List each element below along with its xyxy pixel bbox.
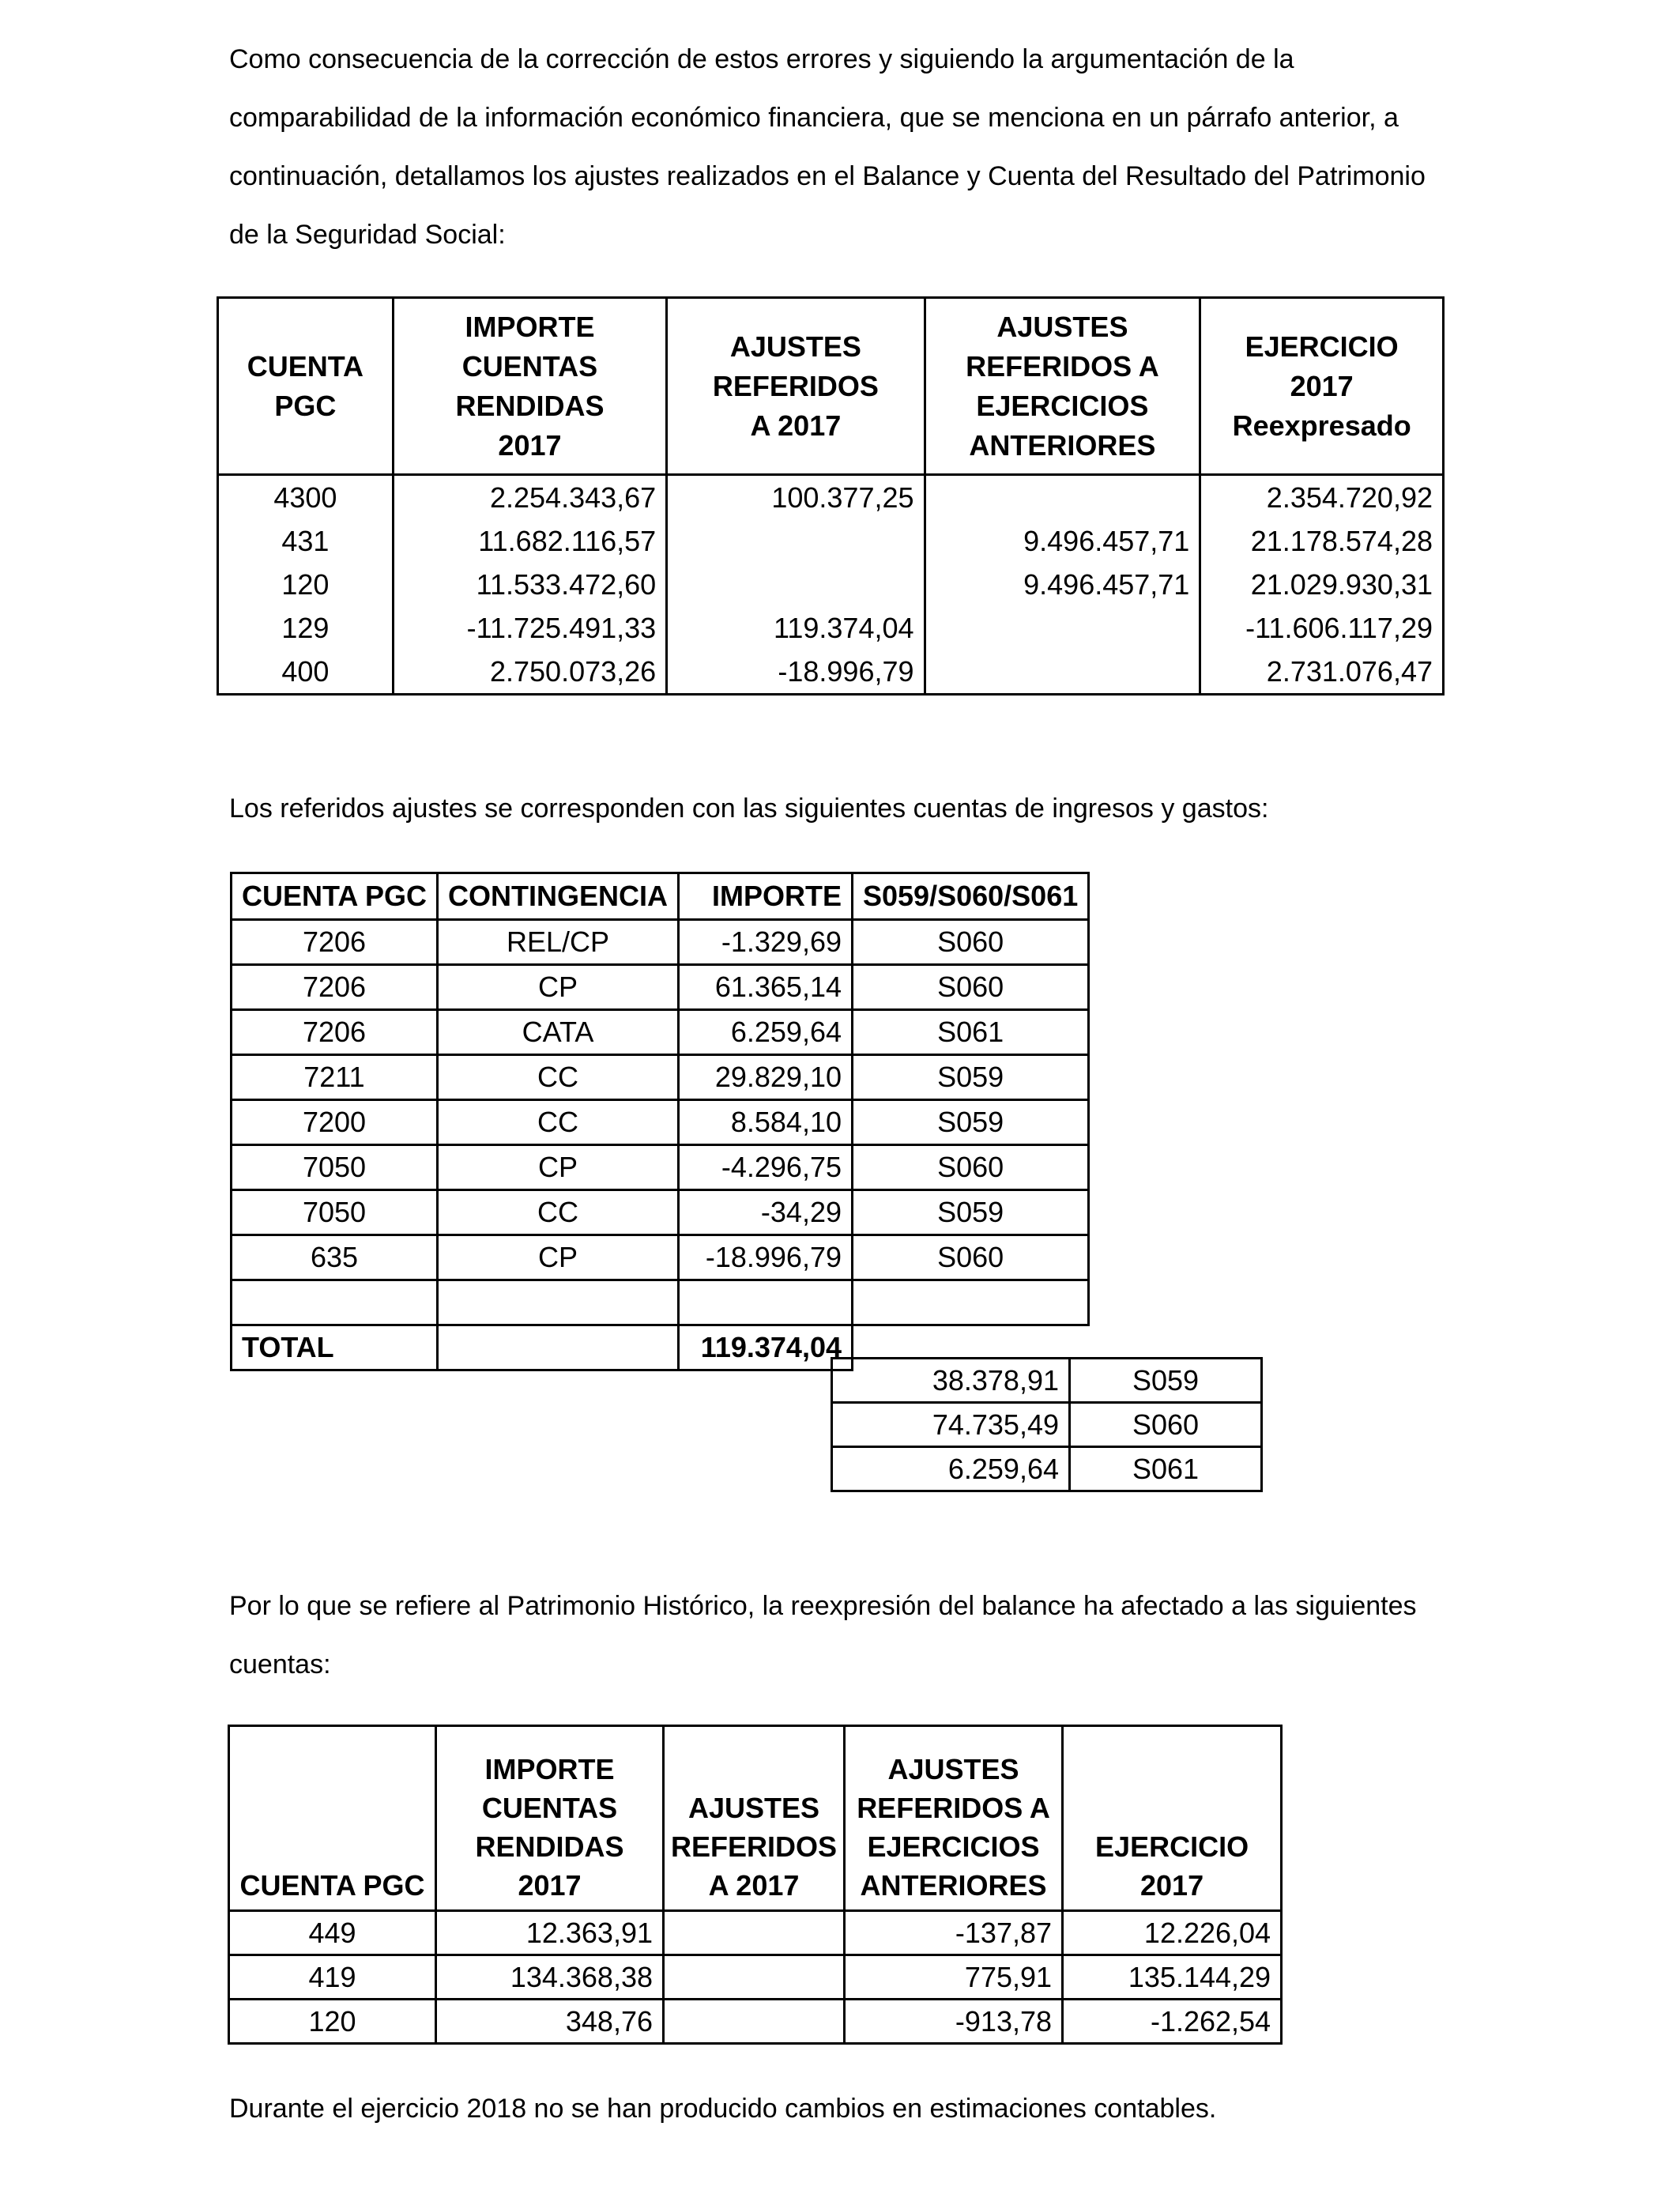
cell-importe: 8.584,10 xyxy=(679,1100,853,1145)
cell-codigo: S061 xyxy=(853,1010,1089,1055)
table-row-empty xyxy=(232,1280,1089,1325)
cell-importe: -18.996,79 xyxy=(679,1235,853,1280)
cell-contingencia: CATA xyxy=(438,1010,679,1055)
total-value: 119.374,04 xyxy=(679,1325,853,1370)
cell-ajuste-anteriores: 775,91 xyxy=(845,1955,1063,2000)
cell-importe: -4.296,75 xyxy=(679,1145,853,1190)
cell-importe: 2.750.073,26 xyxy=(393,650,666,695)
table-row xyxy=(232,1055,1089,1100)
header-ejercicio-reexpresado: EJERCICIO 2017 Reexpresado xyxy=(1200,298,1444,475)
cell-codigo: S060 xyxy=(853,1145,1089,1190)
cell-importe: -34,29 xyxy=(679,1190,853,1235)
table-row xyxy=(218,606,1444,650)
cell-ajuste-anteriores: -137,87 xyxy=(845,1911,1063,1955)
cell-importe: 348,76 xyxy=(436,2000,664,2044)
cell-importe: 74.735,49 xyxy=(832,1403,1070,1447)
adjustments-table xyxy=(217,296,1445,696)
cell-reexpresado: 21.029.930,31 xyxy=(1200,563,1444,606)
cell-cuenta: 400 xyxy=(218,650,394,695)
cell-importe: 29.829,10 xyxy=(679,1055,853,1100)
cell-ajuste-2017: -18.996,79 xyxy=(667,650,925,695)
cell-cuenta: 129 xyxy=(218,606,394,650)
table-row xyxy=(832,1447,1262,1491)
cell-codigo: S060 xyxy=(1070,1403,1262,1447)
cell-ajuste-2017 xyxy=(664,2000,845,2044)
cell-codigo: S061 xyxy=(1070,1447,1262,1491)
cell-importe: 11.682.116,57 xyxy=(393,519,666,563)
header-ajustes-2017: AJUSTES REFERIDOS A 2017 xyxy=(664,1726,845,1911)
cell-cuenta: 120 xyxy=(218,563,394,606)
cell-contingencia: CP xyxy=(438,965,679,1010)
cell-importe: 11.533.472,60 xyxy=(393,563,666,606)
estimaciones-paragraph: Durante el ejercicio 2018 no se han producido cambios en estimaciones contables. xyxy=(229,2094,1217,2124)
cell-cuenta: 120 xyxy=(229,2000,436,2044)
cell-empty xyxy=(438,1280,679,1325)
header-ajustes-2017: AJUSTES REFERIDOS A 2017 xyxy=(667,298,925,475)
cell-ajuste-2017 xyxy=(664,1955,845,2000)
cell-ajuste-anteriores xyxy=(925,650,1200,695)
cell-codigo: S059 xyxy=(853,1055,1089,1100)
cell-ajuste-anteriores xyxy=(925,475,1200,520)
header-cuenta-pgc: CUENTA PGC xyxy=(232,873,438,920)
cell-codigo: S060 xyxy=(853,1235,1089,1280)
total-label: TOTAL xyxy=(232,1325,438,1370)
cell-ejercicio: -1.262,54 xyxy=(1063,2000,1282,2044)
cell-cuenta: 7206 xyxy=(232,920,438,965)
header-importe-rendidas: IMPORTE CUENTAS RENDIDAS 2017 xyxy=(436,1726,664,1911)
ingresos-gastos-paragraph: Los referidos ajustes se corresponden con las siguientes cuentas de ingresos y gastos: xyxy=(229,794,1269,824)
cell-contingencia: CP xyxy=(438,1145,679,1190)
cell-contingencia: CC xyxy=(438,1100,679,1145)
table-row xyxy=(232,1145,1089,1190)
table-row xyxy=(232,1235,1089,1280)
table-row xyxy=(229,2000,1282,2044)
patrimonio-paragraph: Por lo que se refiere al Patrimonio Histórico, la reexpresión del balance ha afectado a las siguientes cuentas: xyxy=(229,1591,1417,1679)
cell-contingencia: REL/CP xyxy=(438,920,679,965)
cell-codigo: S060 xyxy=(853,920,1089,965)
cell-empty xyxy=(679,1280,853,1325)
cell-importe: -1.329,69 xyxy=(679,920,853,965)
ingresos-gastos-table xyxy=(230,872,1090,1371)
cell-codigo: S060 xyxy=(853,965,1089,1010)
table-row xyxy=(832,1403,1262,1447)
cell-ajuste-anteriores xyxy=(925,606,1200,650)
cell-reexpresado: -11.606.117,29 xyxy=(1200,606,1444,650)
table-row xyxy=(232,965,1089,1010)
cell-cuenta: 7211 xyxy=(232,1055,438,1100)
cell-importe: 61.365,14 xyxy=(679,965,853,1010)
table-row xyxy=(232,920,1089,965)
cell-importe: -11.725.491,33 xyxy=(393,606,666,650)
cell-reexpresado: 21.178.574,28 xyxy=(1200,519,1444,563)
table-row xyxy=(218,650,1444,695)
cell-cuenta: 4300 xyxy=(218,475,394,520)
cell-importe: 6.259,64 xyxy=(679,1010,853,1055)
table-row xyxy=(229,1911,1282,1955)
cell-empty xyxy=(438,1325,679,1370)
cell-cuenta: 7206 xyxy=(232,965,438,1010)
table-row xyxy=(218,475,1444,520)
cell-importe: 12.363,91 xyxy=(436,1911,664,1955)
cell-cuenta: 7206 xyxy=(232,1010,438,1055)
cell-ajuste-2017: 100.377,25 xyxy=(667,475,925,520)
table-header-row xyxy=(218,298,1444,475)
cell-ajuste-anteriores: 9.496.457,71 xyxy=(925,563,1200,606)
cell-ajuste-2017: 119.374,04 xyxy=(667,606,925,650)
header-contingencia: CONTINGENCIA xyxy=(438,873,679,920)
cell-cuenta: 431 xyxy=(218,519,394,563)
cell-reexpresado: 2.731.076,47 xyxy=(1200,650,1444,695)
table-row xyxy=(218,519,1444,563)
table-row xyxy=(832,1359,1262,1403)
patrimonio-table xyxy=(228,1725,1283,2045)
header-ejercicio-2017: EJERCICIO 2017 xyxy=(1063,1726,1282,1911)
table-row xyxy=(218,563,1444,606)
cell-importe: 6.259,64 xyxy=(832,1447,1070,1491)
cell-importe: 38.378,91 xyxy=(832,1359,1070,1403)
table-row xyxy=(232,1010,1089,1055)
cell-cuenta: 449 xyxy=(229,1911,436,1955)
cell-ejercicio: 135.144,29 xyxy=(1063,1955,1282,2000)
header-codigo: S059/S060/S061 xyxy=(853,873,1089,920)
header-ajustes-anteriores: AJUSTES REFERIDOS A EJERCICIOS ANTERIORES xyxy=(925,298,1200,475)
cell-cuenta: 635 xyxy=(232,1235,438,1280)
cell-ajuste-anteriores: -913,78 xyxy=(845,2000,1063,2044)
cell-codigo: S059 xyxy=(853,1100,1089,1145)
cell-empty xyxy=(853,1280,1089,1325)
intro-paragraph: Como consecuencia de la corrección de estos errores y siguiendo la argumentación de la comparabilidad de la información económico financiera, que se menciona en un párrafo anterior, a continuación, detallamos los ajustes realizados en el Balance y Cuenta del Resultado del Patrimonio de la Seguridad Social: xyxy=(229,44,1426,250)
cell-importe: 134.368,38 xyxy=(436,1955,664,2000)
cell-contingencia: CC xyxy=(438,1055,679,1100)
cell-ajuste-anteriores: 9.496.457,71 xyxy=(925,519,1200,563)
cell-ajuste-2017 xyxy=(664,1911,845,1955)
cell-cuenta: 419 xyxy=(229,1955,436,2000)
header-importe-rendidas: IMPORTE CUENTAS RENDIDAS 2017 xyxy=(393,298,666,475)
cell-ejercicio: 12.226,04 xyxy=(1063,1911,1282,1955)
cell-empty xyxy=(232,1280,438,1325)
header-cuenta-pgc: CUENTA PGC xyxy=(218,298,394,475)
header-ajustes-anteriores: AJUSTES REFERIDOS A EJERCICIOS ANTERIORES xyxy=(845,1726,1063,1911)
cell-contingencia: CC xyxy=(438,1190,679,1235)
table-row xyxy=(232,1100,1089,1145)
cell-cuenta: 7050 xyxy=(232,1190,438,1235)
header-cuenta-pgc: CUENTA PGC xyxy=(229,1726,436,1911)
cell-ajuste-2017 xyxy=(667,563,925,606)
cell-cuenta: 7200 xyxy=(232,1100,438,1145)
table-row xyxy=(232,1190,1089,1235)
table-row xyxy=(229,1955,1282,2000)
cell-contingencia: CP xyxy=(438,1235,679,1280)
header-importe: IMPORTE xyxy=(679,873,853,920)
cell-importe: 2.254.343,67 xyxy=(393,475,666,520)
cell-ajuste-2017 xyxy=(667,519,925,563)
summary-table xyxy=(831,1357,1263,1492)
cell-codigo: S059 xyxy=(853,1190,1089,1235)
cell-cuenta: 7050 xyxy=(232,1145,438,1190)
table-header-row xyxy=(232,873,1089,920)
cell-reexpresado: 2.354.720,92 xyxy=(1200,475,1444,520)
cell-codigo: S059 xyxy=(1070,1359,1262,1403)
table-header-row xyxy=(229,1726,1282,1911)
